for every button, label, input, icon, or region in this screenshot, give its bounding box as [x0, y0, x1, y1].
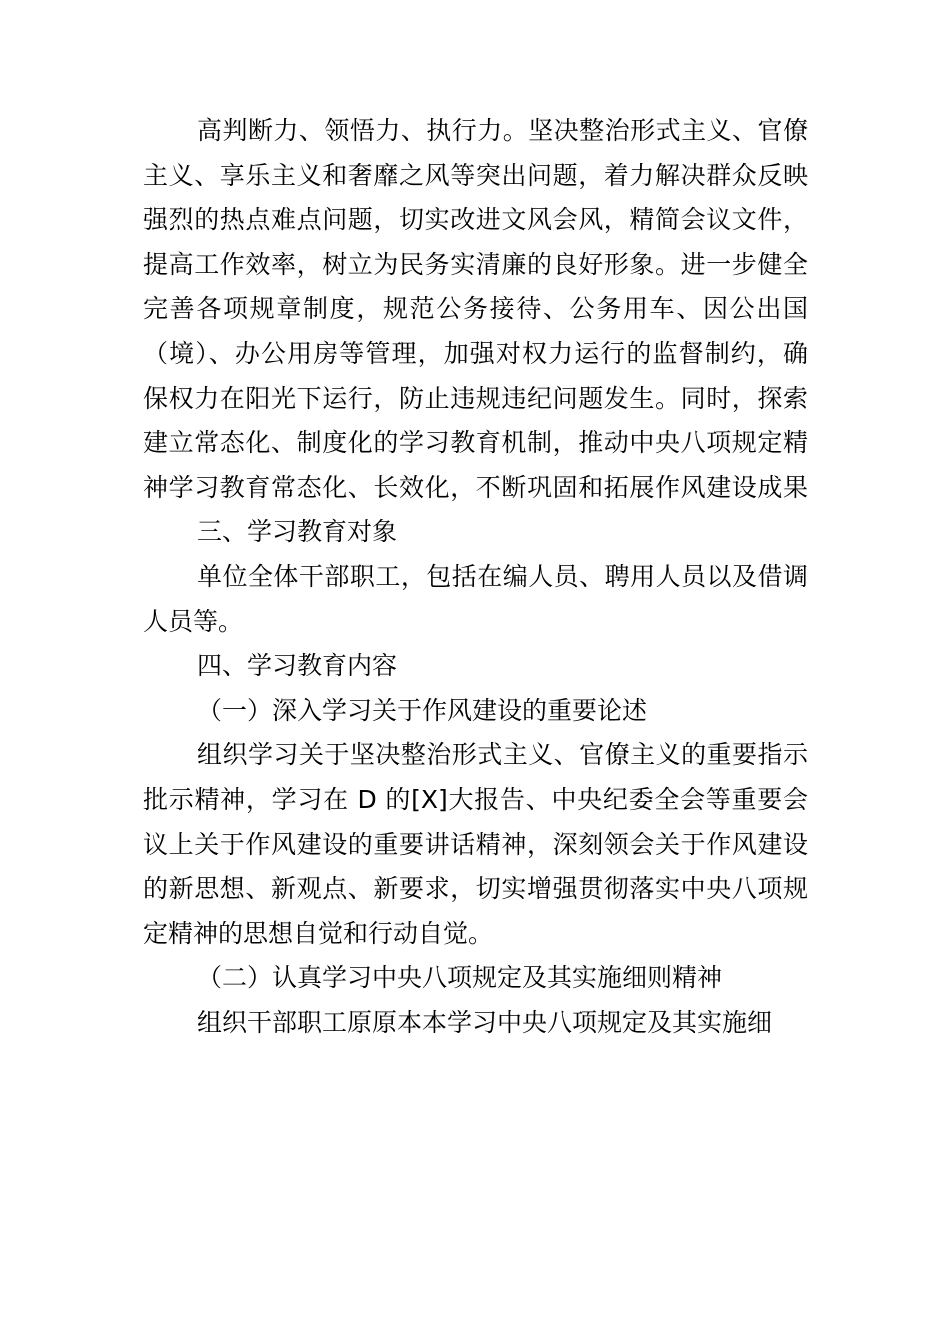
text-line: 组织干部职工原原本本学习中央八项规定及其实施细 — [197, 1007, 773, 1037]
text-line: 神学习教育常态化、长效化，不断巩固和拓展作风建设成果 — [143, 472, 808, 502]
text-line: 定精神的思想自觉和行动自觉。 — [143, 918, 494, 948]
text-line: 批示精神，学习在 D 的[X]大报告、中央纪委全会等重要会 — [143, 784, 808, 814]
text-line: 高判断力、领悟力、执行力。坚决整治形式主义、官僚 — [197, 116, 808, 145]
text-line: 四、学习教育内容 — [197, 651, 398, 681]
text-line: 主义、享乐主义和奢靡之风等突出问题，着力解决群众反映 — [143, 160, 808, 190]
text-line: （二）认真学习中央八项规定及其实施细则精神 — [197, 963, 723, 993]
text-line: 的新思想、新观点、新要求，切实增强贯彻落实中央八项规 — [143, 874, 808, 904]
text-line: 完善各项规章制度，规范公务接待、公务用车、因公出国 — [143, 294, 808, 324]
text-line: 单位全体干部职工，包括在编人员、聘用人员以及借调 — [197, 561, 808, 591]
text-line: （一）深入学习关于作风建设的重要论述 — [197, 695, 648, 725]
text-line: （境）、办公用房等管理，加强对权力运行的监督制约，确 — [143, 338, 808, 368]
text-line: 议上关于作风建设的重要讲话精神，深刻领会关于作风建设 — [143, 829, 808, 859]
text-line: 人员等。 — [143, 606, 244, 636]
text-line: 保权力在阳光下运行，防止违规违纪问题发生。同时，探索 — [143, 383, 808, 413]
document-body — [143, 109, 808, 1045]
text-line: 组织学习关于坚决整治形式主义、官僚主义的重要指示 — [197, 740, 808, 770]
text-line: 提高工作效率，树立为民务实清廉的良好形象。进一步健全 — [143, 249, 808, 279]
text-line: 强烈的热点难点问题，切实改进文风会风，精简会议文件， — [143, 205, 808, 235]
text-line: 建立常态化、制度化的学习教育机制，推动中央八项规定精 — [143, 428, 808, 458]
text-line: 三、学习教育对象 — [197, 517, 398, 547]
